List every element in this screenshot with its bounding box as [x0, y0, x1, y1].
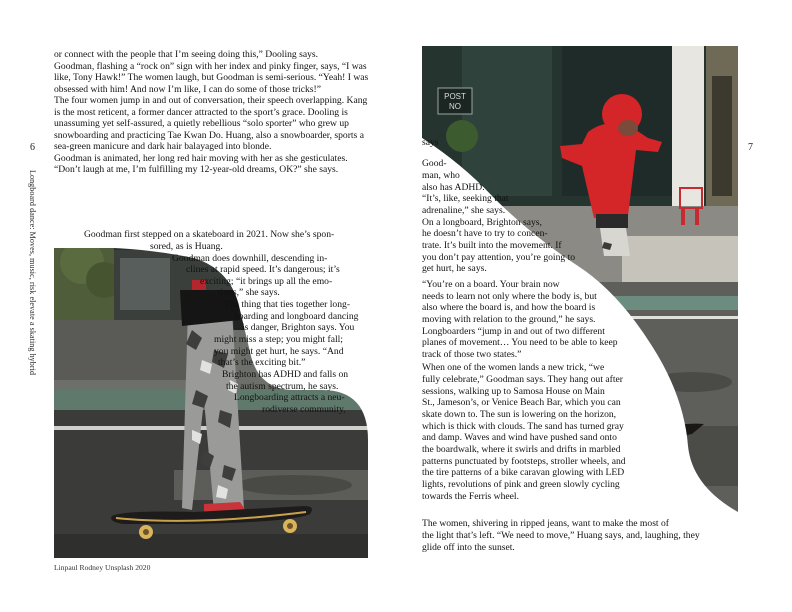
wrap-line: Good-	[422, 158, 447, 169]
wrap-line: moving with relation to the ground,” he says.	[422, 314, 596, 325]
wrap-line: also has ADHD.	[422, 182, 485, 193]
closing-line: the light that’s left. “We need to move,” Huang says, and, laughing, they	[422, 530, 700, 541]
running-head: Longboard dance: Moves, music, risk elevate a skating hybrid	[28, 170, 37, 376]
wrap-line: Goodman first stepped on a skateboard in 2021. Now she’s spon-	[84, 229, 335, 240]
wrap-line: Goodman does downhill, descending in-	[172, 253, 328, 264]
wrap-line: towards the Ferris wheel.	[422, 491, 519, 502]
wrap-line: you don’t pay attention, you’re going to	[422, 252, 576, 263]
wrap-line: you might get hurt, he says. “And	[214, 346, 344, 357]
wrap-line: also where the board is, and how the board is	[422, 302, 596, 313]
wrap-line: get hurt, he says.	[422, 263, 487, 274]
wrap-line: needs to learn not only where the body is, but	[422, 291, 597, 302]
paragraph: Goodman, flashing a “rock on” sign with her index and pinky finger, says, “I was like, Tony Hawk!” The women laugh, but Goodman is semi-serious. “Yeah! I was obsessed with him! And now I’m like, I can do some of those tricks!”	[54, 60, 369, 95]
paragraph: Goodman is animated, her long red hair moving with her as she gesticulates.	[54, 152, 348, 164]
paragraph: The four women jump in and out of conversation, their speech overlapping. Kang is the most reticent, a former dancer attracted to the sport’s grace. Dooling is unassuming yet self-assured, a quietly rebellious “solo sporter” who grew up snowboarding and practicing Tae Kwan Do. Huang, also a snowboarder, sports a sea-green manicure and dark hair balayaged into blonde.	[54, 95, 368, 152]
wrap-line: exciting; “it brings up all the emo-	[200, 276, 333, 287]
wrap-line: rodiverse community,	[262, 404, 346, 415]
paragraph: or connect with the people that I’m seeing doing this,” Dooling says.	[54, 49, 319, 60]
sign-text-no: NO	[449, 102, 461, 111]
wrap-line: On a longboard, Brighton says,	[422, 217, 542, 228]
closing-line: The women, shivering in ripped jeans, want to make the most of	[422, 518, 669, 529]
wrap-line: clines at rapid speed. It’s dangerous; it’s	[186, 264, 340, 275]
wrap-line: might miss a step; you might fall;	[214, 334, 343, 345]
wrap-line: lights, revolutions of pink and green slowly cycling	[422, 479, 620, 490]
wrap-line: When one of the women lands a new trick, “we	[422, 362, 605, 373]
page-number-right: 7	[748, 142, 753, 153]
wrap-line: the autism spectrum, he says.	[226, 381, 339, 392]
wrap-line: Brighton has ADHD and falls on	[222, 369, 349, 380]
wrap-line: Longboarding attracts a neu-	[234, 392, 345, 403]
wrap-line: sored, as is Huang.	[150, 241, 223, 252]
wrap-line: adrenaline,” she says.	[422, 205, 506, 216]
wrap-line: The thing that ties together long-	[224, 299, 351, 310]
wrap-line: he doesn’t have to try to concen-	[422, 228, 548, 239]
wrap-line: man, who	[422, 170, 460, 181]
wrap-line: Longboarders “jump in and out of two different	[422, 326, 605, 337]
wrap-line: patterns punctuated by footsteps, stroller wheels, and	[422, 456, 626, 467]
wrap-line: says	[422, 137, 439, 148]
wrap-line: “It’s, like, seeking that	[422, 193, 509, 204]
wrap-line: trate. It’s built into the movement. If	[422, 240, 562, 251]
sign-text-post: POST	[444, 92, 466, 101]
photo-credit: Linpaul Rodney Unsplash 2020	[54, 563, 151, 572]
wrap-line: boarding and longboard dancing	[234, 311, 359, 322]
wrap-line: the boardwalk, where it swirls and drifts in marbled	[422, 444, 621, 455]
paragraph: “Don’t laugh at me, I’m fulfilling my 12-year-old dreams, OK?” she says.	[54, 164, 339, 175]
wrap-line: and damp. Waves and wind have pushed sand onto	[422, 432, 617, 443]
wrap-line: which is thick with clouds. The sand has turned gray	[422, 421, 624, 432]
wrap-line: planes of movement… You need to be able to keep	[422, 337, 618, 348]
wrap-line: fully celebrate,” Goodman says. They hang out after	[422, 374, 623, 385]
wrap-line: tions,” she says.	[218, 287, 280, 298]
wrap-line: track of those two states.”	[422, 349, 522, 360]
page-number-left: 6	[30, 142, 35, 153]
closing-line: glide off into the sunset.	[422, 542, 515, 553]
wrap-line: skate down to. The sun is lowering on the horizon,	[422, 409, 617, 420]
wrap-line: is danger, Brighton says. You	[242, 322, 355, 333]
wrap-line: that’s the exciting bit.”	[218, 357, 306, 368]
wrap-line: “You’re on a board. Your brain now	[422, 279, 560, 290]
wrap-line: sessions, walking up to Samosa House on Main	[422, 386, 605, 397]
wrap-line: the tire patterns of a bike caravan glowing with LED	[422, 467, 625, 478]
wrap-line: St., Jameson’s, or Venice Beach Bar, which you can	[422, 397, 621, 408]
left-page-body	[54, 49, 372, 176]
